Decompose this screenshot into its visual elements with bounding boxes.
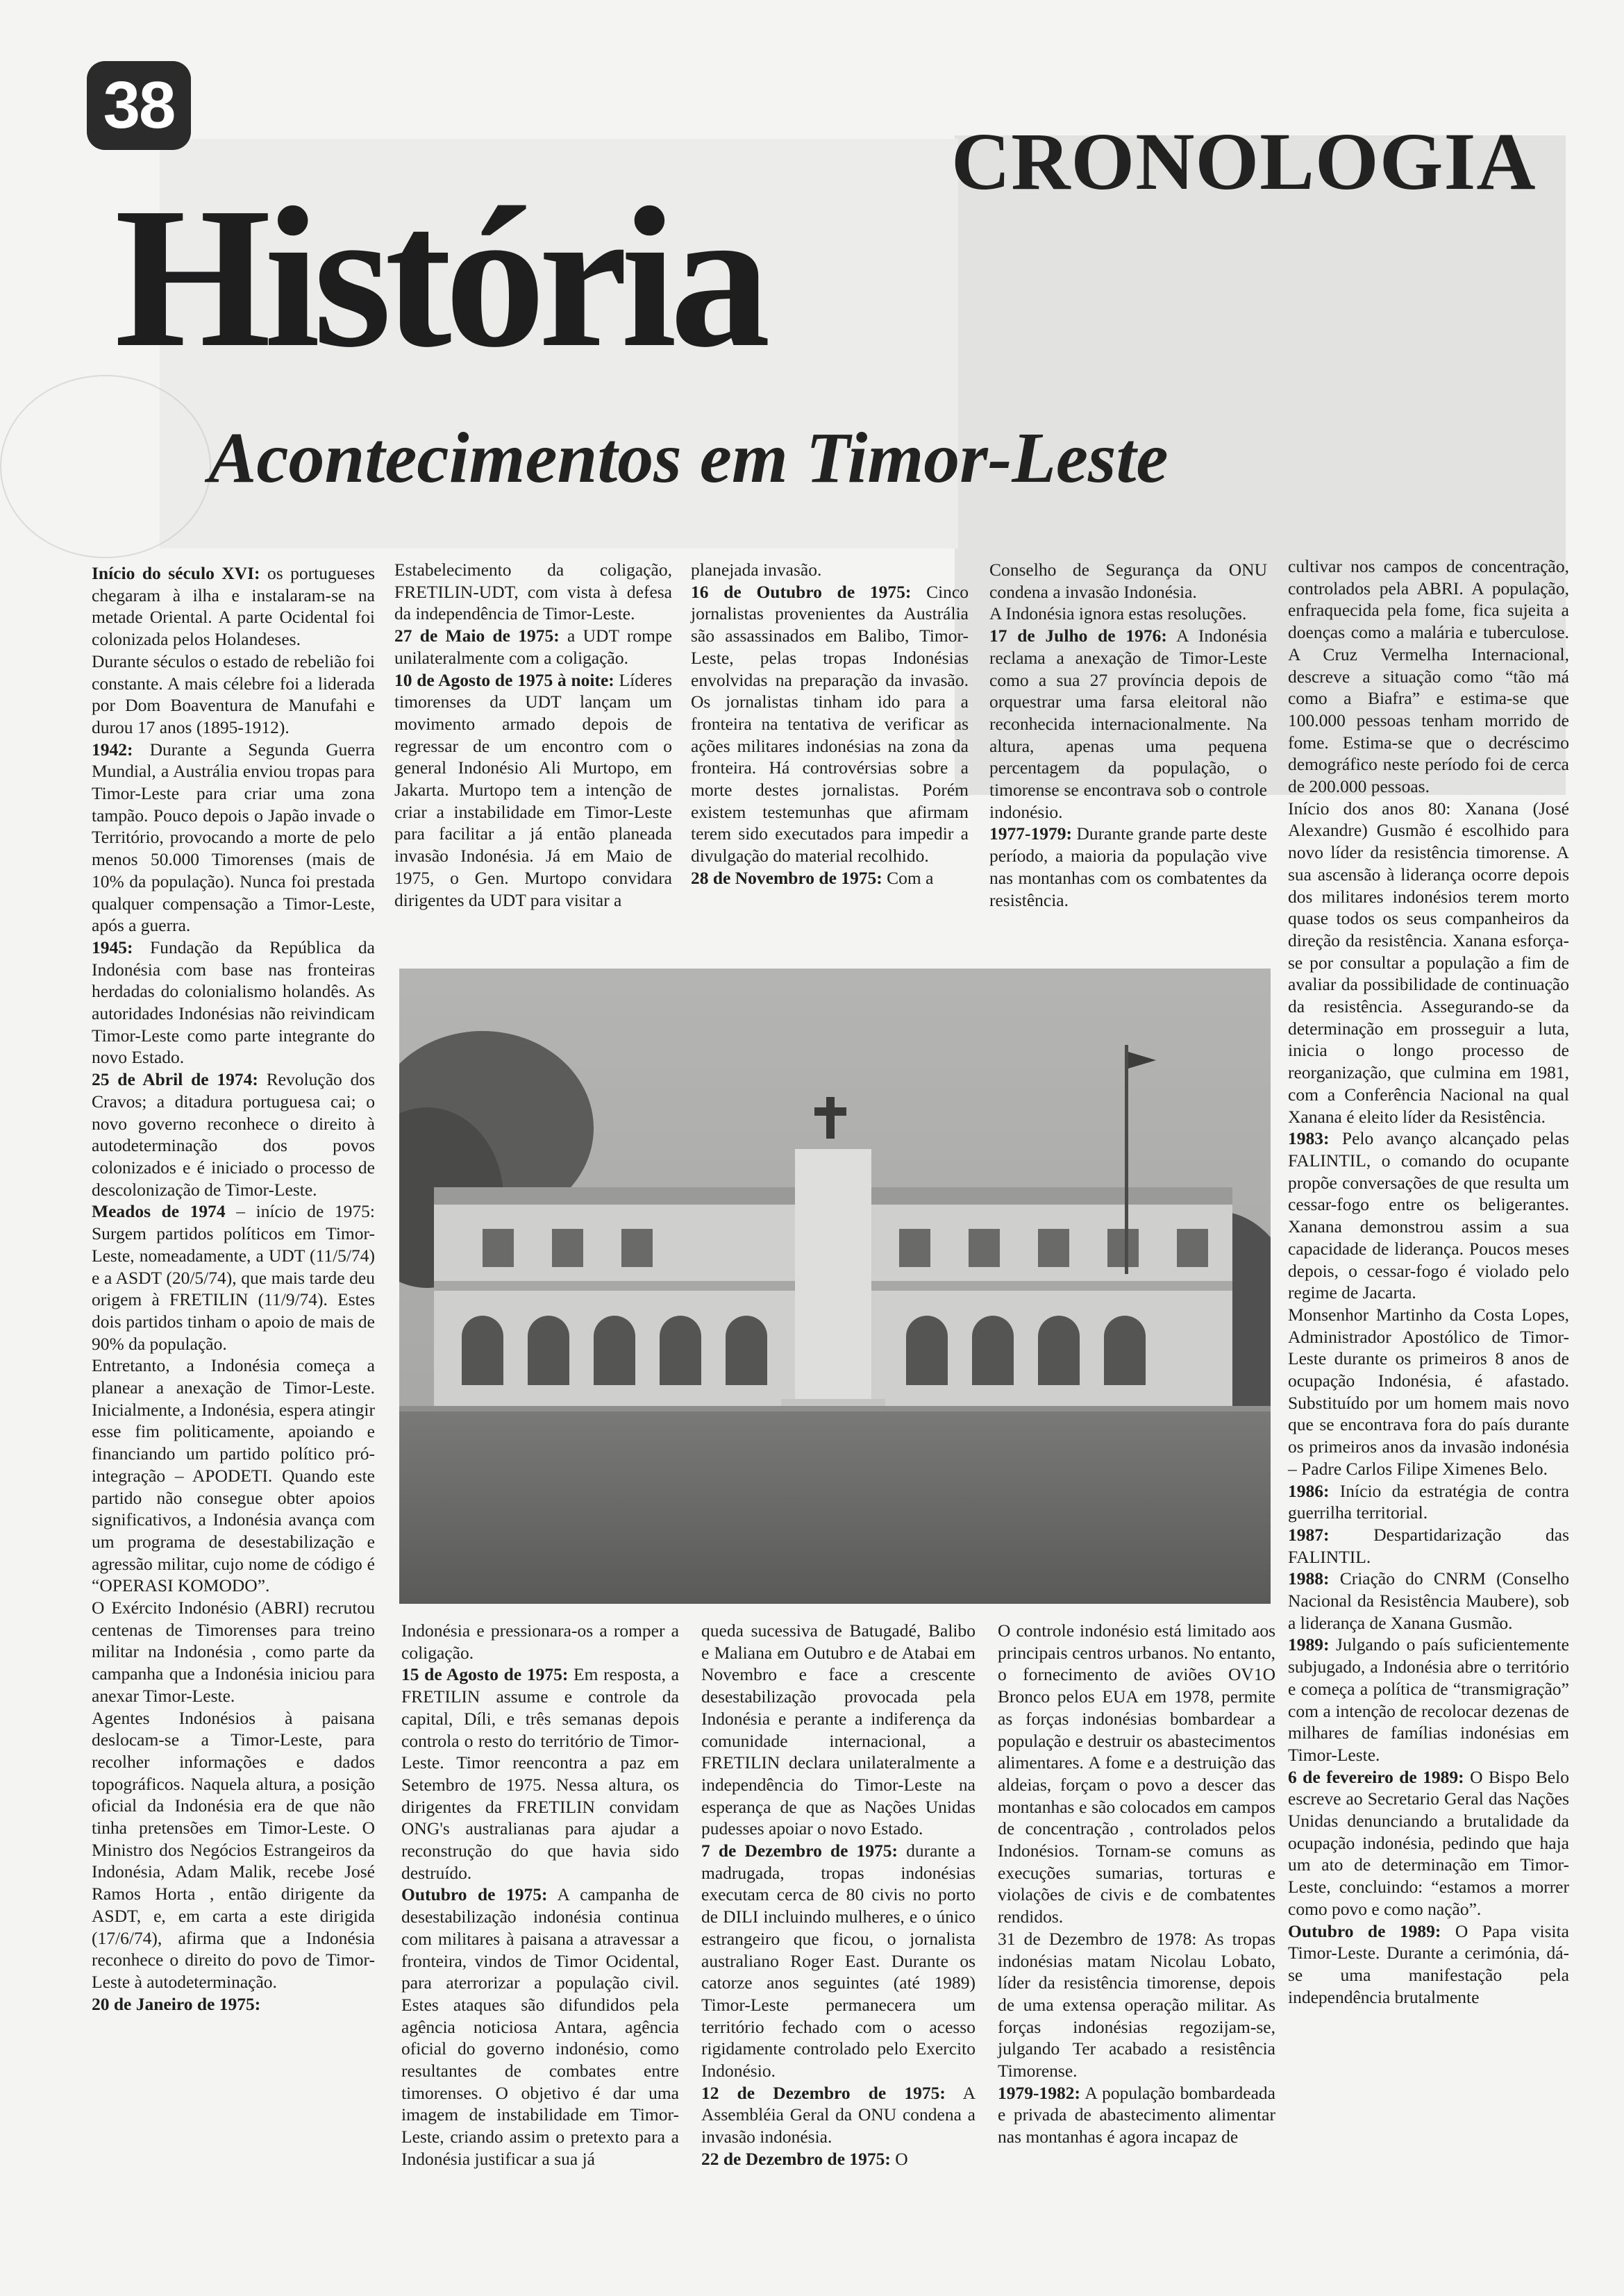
entry-date: 1987: (1288, 1524, 1330, 1545)
chronology-entry (701, 1620, 976, 1840)
chronology-entry (92, 1069, 375, 1200)
entry-text: Com a (882, 867, 934, 888)
entry-text: Despartidarização das FALINTIL. (1288, 1524, 1569, 1567)
entry-text: A Indonésia reclama a anexação de Timor-Leste como a sua 27 província depois de orquestrar uma farsa eleitoral não reconhecida internacionalmente. Na altura, apenas uma pequena percentagem da população, o timorense se encontrava sob o controle indonésio. (989, 626, 1267, 822)
text-column-2-top (394, 559, 672, 911)
text-column-1 (92, 562, 375, 2015)
entry-text: Início dos anos 80: Xanana (José Alexandre) Gusmão é escolhido para novo líder da resistência timorense. A sua ascensão à liderança ocorre depois dos militares indonésios terem morto quase todos os seus companheiros da direção da resistência. Xanana esforça-se por consultar a população a fim de avaliar da possibilidade de continuação da resistência. Assegurando-se da determinação em prosseguir a luta, inicia o longo processo de reorganização, que culmina em 1981, com a Conferência Nacional na qual Xanana é eleito líder da Resistência. (1288, 798, 1569, 1127)
entry-date: Outubro de 1989: (1288, 1920, 1441, 1941)
chronology-entry (92, 651, 375, 739)
entry-text: Julgando o país suficientemente subjugado, a Indonésia abre o território e começa a política de “transmigração” com a intenção de recolocar dezenas de milhares de famílias indonésias em Timor-Leste. (1288, 1634, 1569, 1765)
chronology-entry (92, 1597, 375, 1707)
chronology-entry (1288, 1304, 1569, 1480)
chronology-entry (691, 581, 969, 867)
entry-date: Outubro de 1975: (401, 1884, 548, 1905)
entry-text: A Assembléia Geral da ONU condena a invasão indonésia. (701, 2082, 976, 2147)
entry-text: Monsenhor Martinho da Costa Lopes, Administrador Apostólico de Timor-Leste durante os primeiros 8 anos de ocupação Indonésia, é afastado. Substituído por um homem mais novo que se encontrava fora do país durante os primeiros anos da invasão indonésia – Padre Carlos Filipe Ximenes Belo. (1288, 1304, 1569, 1479)
entry-date: 20 de Janeiro de 1975: (92, 1993, 261, 2014)
entry-text: durante a madrugada, tropas indonésias executam cerca de 80 civis no porto de DILI incluindo mulheres, e o único estrangeiro que ficou, o jornalista australiano Roger East. Durante os catorze anos seguintes (até 1989) Timor-Leste permanecera um território fechado com o acesso rigidamente controlado pelo Exercito Indonésio. (701, 1841, 976, 2081)
entry-text: Líderes timorenses da UDT lançam um movimento armado depois de regressar de um encontro com o general Indonésio Ali Murtopo, em Jakarta. Murtopo tem a intenção de criar a instabilidade em Timor-Leste para facilitar a já então planeada invasão Indonésia. Já em Maio de 1975, o Gen. Murtopo convidara dirigentes da UDT para visitar a (394, 669, 672, 910)
entry-text: Conselho de Segurança da ONU condena a invasão Indonésia. (989, 560, 1267, 602)
entry-date: 1989: (1288, 1634, 1330, 1655)
text-column-5 (1288, 555, 1569, 2008)
chronology-entry (92, 1200, 375, 1355)
entry-text: Entretanto, a Indonésia começa a planear a anexação de Timor-Leste. Inicialmente, a Indonésia, espera atingir esse fim politicamente, apoiando e financiando um partido político pró-integração – APODETI. Quando este partido não consegue obter apoios significativos, a Indonésia avança com um programa de desestabilização e agressão militar, cujo nome de código é “OPERASI KOMODO”. (92, 1355, 375, 1596)
entry-text: – início de 1975: Surgem partidos políticos em Timor-Leste, nomeadamente, a UDT (11/5/74) e a ASDT (20/5/74), que mais tarde deu origem à FRETILIN (11/9/74). Estes dois partidos tinham o apoio de mais de 90% da população. (92, 1201, 375, 1354)
chronology-entry (92, 1707, 375, 1993)
chronology-entry (691, 559, 969, 581)
entry-text: queda sucessiva de Batugadé, Balibo e Maliana em Outubro e de Atabai em Novembro e face a crescente desestabilização provocada pela Indonésia e perante a indiferença da comunidade internacional, a FRETILIN declara unilateralmente a independência do Timor-Leste na esperança de que as Nações Unidas pudesses apoiar o novo Estado. (701, 1620, 976, 1839)
chronology-entry (1288, 1568, 1569, 1634)
section-title: CRONOLOGIA (951, 116, 1537, 207)
chronology-entry (394, 625, 672, 669)
chronology-entry (92, 562, 375, 651)
entry-date: 15 de Agosto de 1975: (401, 1664, 569, 1685)
chronology-entry (1288, 1524, 1569, 1568)
photo-building-monument-icon (399, 969, 1271, 1604)
chronology-entry (989, 823, 1267, 911)
text-column-3-bottom (701, 1620, 976, 2170)
chronology-entry (1288, 1920, 1569, 2009)
entry-text: A campanha de desestabilização indonésia continua com militares à paisana a atravessar a fronteira, vindos de Timor Ocidental, para aterrorizar a população civil. Estes ataques são difundidos pela agência noticiosa Antara, agência oficial do governo indonésio, como resultantes de combates entre timorenses. O objetivo é dar uma imagem de instabilidade em Timor-Leste, criando assim o pretexto para a Indonésia justificar a sua já (401, 1884, 679, 2169)
entry-date: Início do século XVI: (92, 563, 260, 583)
entry-date: 1942: (92, 739, 133, 760)
text-column-4-bottom (998, 1620, 1275, 2148)
chronology-entry (1288, 1634, 1569, 1766)
chronology-entry (989, 625, 1267, 823)
chronology-entry (394, 559, 672, 625)
entry-text: Durante a Segunda Guerra Mundial, a Austrália enviou tropas para Timor-Leste para criar uma zona tampão. Pouco depois o Japão invade o Território, provocando a morte de pelo menos 50.000 Timorenses (mais de 10% da população). Nunca foi prestada qualquer compensação a Timor-Leste, após a guerra. (92, 739, 375, 936)
entry-date: 16 de Outubro de 1975: (691, 581, 912, 602)
entry-text: Durante séculos o estado de rebelião foi constante. A mais célebre foi a liderada por Dom Boaventura de Manufahi e durou 17 anos (1895-1912). (92, 651, 375, 737)
entry-text: 31 de Dezembro de 1978: As tropas indonésias matam Nicolau Lobato, líder da resistência timorense, depois de uma extensa operação militar. As forças indonésias regozijam-se, julgando Ter acabado a resistência Timorense. (998, 1928, 1275, 2081)
chronology-entry (701, 1840, 976, 2082)
chronology-entry (998, 1928, 1275, 2082)
entry-text: O Exército Indonésio (ABRI) recrutou centenas de Timorenses para treino militar na Indonésia , como parte da campanha que a Indonésia iniciou para anexar Timor-Leste. (92, 1598, 375, 1706)
entry-date: 1988: (1288, 1568, 1330, 1589)
entry-date: Meados de 1974 (92, 1201, 226, 1222)
entry-date: 1979-1982: (998, 2082, 1080, 2103)
entry-text: Indonésia e pressionara-os a romper a coligação. (401, 1620, 679, 1663)
entry-date: 1977-1979: (989, 823, 1072, 844)
chronology-entry (1288, 798, 1569, 1128)
entry-text: O (890, 2148, 908, 2169)
entry-text: Fundação da República da Indonésia com base nas fronteiras herdadas do colonialismo holandês. As autoridades Indonésias não reivindicam Timor-Leste como parte integrante do novo Estado. (92, 937, 375, 1068)
entry-text: os portugueses chegaram à ilha e instalaram-se na metade Oriental. A parte Ocidental foi colonizada pelos Holandeses. (92, 563, 375, 650)
entry-date: 17 de Julho de 1976: (989, 626, 1167, 646)
chronology-entry (1288, 555, 1569, 798)
entry-date: 10 de Agosto de 1975 à noite: (394, 669, 614, 690)
chronology-entry (701, 2148, 976, 2170)
chronology-entry (1288, 1766, 1569, 1920)
entry-text: Em resposta, a FRETILIN assume e controle da capital, Díli, e três semanas depois controla o resto do território de Timor-Leste. Timor reencontra a paz em Setembro de 1975. Nessa altura, os dirigentes da FRETILIN convidam ONG's australianas para ajudar a reconstrução do que havia sido destruído. (401, 1664, 679, 1883)
chronology-entry (1288, 1480, 1569, 1524)
entry-text: Cinco jornalistas provenientes da Austrália são assassinados em Balibo, Timor-Leste, pelas tropas Indonésias envolvidas na preparação da invasão. Os jornalistas tinham ido para a fronteira na tentativa de verificar as ações militares indonésias na zona da fronteira. Há controvérsias sobre a morte destes jornalistas. Porém existem testemunhas que afirmam terem sido executados para impedir a divulgação do material recolhido. (691, 581, 969, 866)
entry-text: Durante grande parte deste período, a maioria da população vive nas montanhas com os combatentes da resistência. (989, 823, 1267, 910)
chronology-entry (92, 937, 375, 1069)
chronology-entry (92, 739, 375, 937)
page-subtitle: Acontecimentos em Timor-Leste (208, 418, 1169, 498)
chronology-entry (92, 1993, 375, 2016)
entry-text: cultivar nos campos de concentração, controlados pela ABRI. A população, enfraquecida pela fome, fica sujeita a doenças como a malária e tuberculose. A Cruz Vermelha Internacional, descreve a situação como “tão má como a Biafra” e estima-se que 100.000 pessoas tenham morrido de fome. Estima-se que o decréscimo demográfico neste período foi de cerca de 200.000 pessoas. (1288, 556, 1569, 797)
entry-date: 28 de Novembro de 1975: (691, 867, 882, 888)
entry-date: 1983: (1288, 1128, 1330, 1149)
entry-date: 27 de Maio de 1975: (394, 626, 560, 646)
photo (399, 969, 1271, 1604)
chronology-entry (691, 867, 969, 889)
chronology-entry (401, 1664, 679, 1884)
chronology-entry (401, 1620, 679, 1664)
entry-date: 22 de Dezembro de 1975: (701, 2148, 891, 2169)
entry-text: O Papa visita Timor-Leste. Durante a cerimónia, dá-se uma manifestação pela independência brutalmente (1288, 1920, 1569, 2007)
text-column-2-bottom (401, 1620, 679, 2170)
entry-date: 1986: (1288, 1480, 1330, 1501)
stamp-mark (0, 375, 211, 558)
chronology-entry (701, 2082, 976, 2148)
text-column-4-top (989, 559, 1267, 911)
entry-text: A Indonésia ignora estas resoluções. (989, 603, 1247, 624)
entry-text: O Bispo Belo escreve ao Secretario Geral das Nações Unidas denunciando a brutalidade da ocupação indonésia, pedindo que haja um ato de determinação em Timor-Leste, concluindo: “estamos a morrer como povo e como nação”. (1288, 1766, 1569, 1919)
chronology-entry (394, 669, 672, 912)
chronology-entry (989, 603, 1267, 625)
chronology-entry (1288, 1128, 1569, 1304)
entry-text: Criação do CNRM (Conselho Nacional da Resistência Maubere), sob a liderança de Xanana Gusmão. (1288, 1568, 1569, 1633)
entry-date: 25 de Abril de 1974: (92, 1069, 258, 1090)
entry-text: A população bombardeada e privada de abastecimento alimentar nas montanhas é agora incapaz de (998, 2082, 1275, 2147)
chronology-entry (998, 2082, 1275, 2148)
chronology-entry (92, 1355, 375, 1597)
entry-text: planejada invasão. (691, 560, 822, 580)
page-number: 38 (87, 61, 191, 150)
chronology-entry (989, 559, 1267, 603)
entry-date: 7 de Dezembro de 1975: (701, 1841, 898, 1861)
chronology-entry (401, 1884, 679, 2170)
entry-text: Início da estratégia de contra guerrilha territorial. (1288, 1480, 1569, 1523)
entry-date: 6 de fevereiro de 1989: (1288, 1766, 1464, 1787)
entry-text: Estabelecimento da coligação, FRETILIN-UDT, com vista à defesa da independência de Timor-Leste. (394, 560, 672, 624)
page-title: História (115, 166, 764, 389)
chronology-entry (998, 1620, 1275, 1928)
entry-date: 12 de Dezembro de 1975: (701, 2082, 946, 2103)
entry-text: Revolução dos Cravos; a ditadura portuguesa cai; o novo governo reconhece o direito à autodeterminação dos povos colonizados e é iniciado o processo de descolonização de Timor-Leste. (92, 1069, 375, 1200)
entry-date: 1945: (92, 937, 133, 957)
entry-text: a UDT rompe unilateralmente com a coligação. (394, 626, 672, 668)
text-column-3-top (691, 559, 969, 889)
entry-text: Agentes Indonésios à paisana deslocam-se a Timor-Leste, para recolher informações e dados topográficos. Naquela altura, a posição oficial da Indonésia era de que não tinha pretensões em Timor-Leste. O Ministro dos Negócios Estrangeiros da Indonésia, Adam Malik, recebe José Ramos Horta , então dirigente da ASDT, e, em carta a este dirigida (17/6/74), afirma que a Indonésia reconhece o direito do povo de Timor-Leste à autodeterminação. (92, 1707, 375, 1992)
entry-text: O controle indonésio está limitado aos principais centros urbanos. No entanto, o fornecimento de aviões OV1O Bronco pelos EUA em 1978, permite as forças indonésias bombardear a população e destruir os abastecimentos alimentares. A fome e a destruição das aldeias, forçam o povo a descer das montanhas e são colocados em campos de concentração , controlados pelos Indonésios. Tornam-se comuns as execuções sumarias, torturas e violações de civis e de combatentes rendidos. (998, 1620, 1275, 1927)
entry-text: Pelo avanço alcançado pelas FALINTIL, o comando do ocupante propõe conversações de que resulta um cessar-fogo entre os beligerantes. Xanana demonstrou assim a sua capacidade de liderança. Poucos meses depois, o cessar-fogo é violado pelo regime de Jacarta. (1288, 1128, 1569, 1303)
